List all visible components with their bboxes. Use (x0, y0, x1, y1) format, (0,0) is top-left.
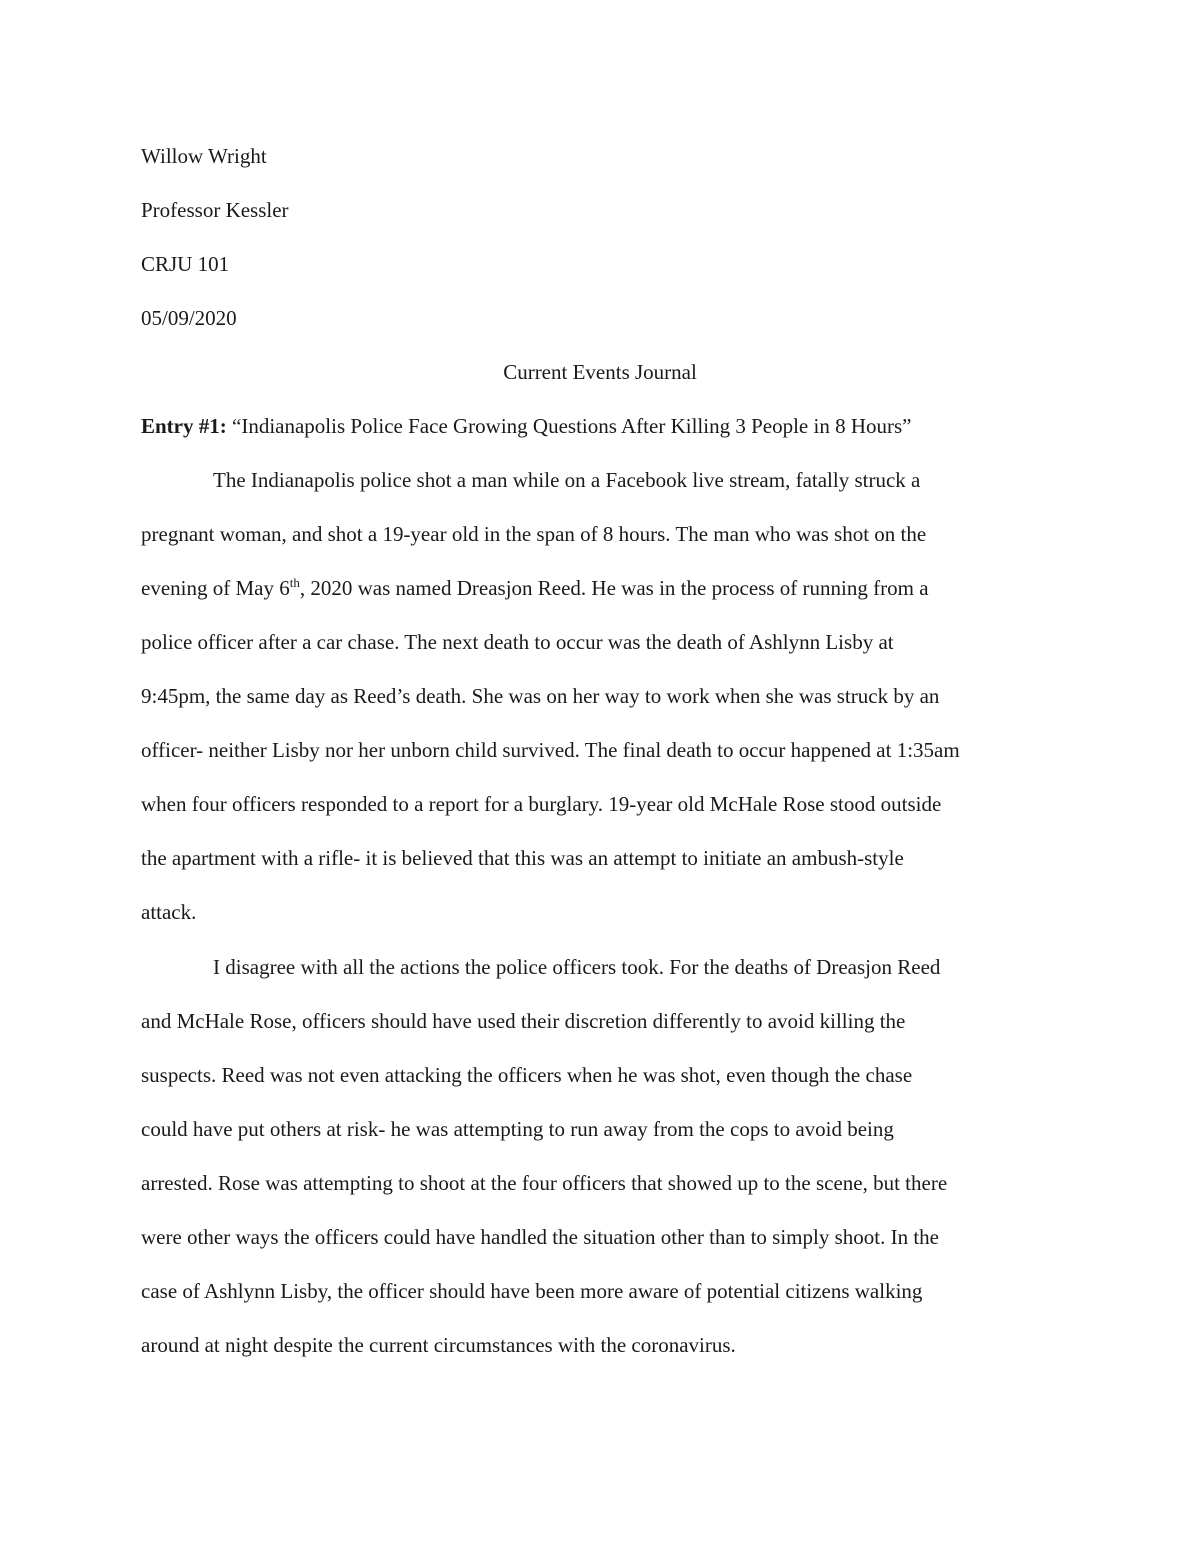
student-name: Willow Wright (141, 144, 267, 168)
entry-label: Entry #1: (141, 414, 227, 438)
paragraph2-line: I disagree with all the actions the police officers took. For the deaths of Dreasjon Reed (213, 955, 941, 979)
ordinal-suffix: th (289, 575, 300, 590)
paragraph1-line: 9:45pm, the same day as Reed’s death. She was on her way to work when she was struck by an (141, 684, 940, 708)
paragraph2-line: suspects. Reed was not even attacking the officers when he was shot, even though the chase (141, 1063, 913, 1087)
paragraph2-line: around at night despite the current circumstances with the coronavirus. (141, 1333, 736, 1357)
paragraph2-line: and McHale Rose, officers should have used their discretion differently to avoid killing the (141, 1009, 906, 1033)
paragraph2-line: were other ways the officers could have handled the situation other than to simply shoot. In the (141, 1225, 939, 1249)
paragraph1-line: the apartment with a rifle- it is believed that this was an attempt to initiate an ambush-style (141, 846, 904, 870)
date: 05/09/2020 (141, 306, 237, 330)
paragraph1-line: police officer after a car chase. The next death to occur was the death of Ashlynn Lisby at (141, 630, 894, 654)
document-title: Current Events Journal (503, 360, 697, 384)
paragraph1-text: , 2020 was named Dreasjon Reed. He was in the process of running from a (299, 576, 929, 600)
paragraph1-line: The Indianapolis police shot a man while on a Facebook live stream, fatally struck a (213, 468, 921, 492)
entry-heading (141, 416, 911, 437)
paragraph2-line: could have put others at risk- he was attempting to run away from the cops to avoid being (141, 1117, 894, 1141)
paragraph2-line: arrested. Rose was attempting to shoot at the four officers that showed up to the scene, but there (141, 1171, 948, 1195)
paragraph2-line: case of Ashlynn Lisby, the officer should have been more aware of potential citizens walking (141, 1279, 923, 1303)
paragraph1-line: pregnant woman, and shot a 19-year old in the span of 8 hours. The man who was shot on the (141, 522, 927, 546)
paragraph1-text: evening of May 6 (141, 576, 290, 600)
paragraph1-line: officer- neither Lisby nor her unborn child survived. The final death to occur happened at 1:35am (141, 738, 960, 762)
professor-name: Professor Kessler (141, 198, 289, 222)
course-code: CRJU 101 (141, 252, 230, 276)
paragraph1-line: attack. (141, 900, 197, 924)
paragraph1-line: when four officers responded to a report for a burglary. 19-year old McHale Rose stood outside (141, 792, 942, 816)
entry-headline: “Indianapolis Police Face Growing Questions After Killing 3 People in 8 Hours” (226, 414, 912, 438)
paragraph1-line (141, 575, 929, 600)
